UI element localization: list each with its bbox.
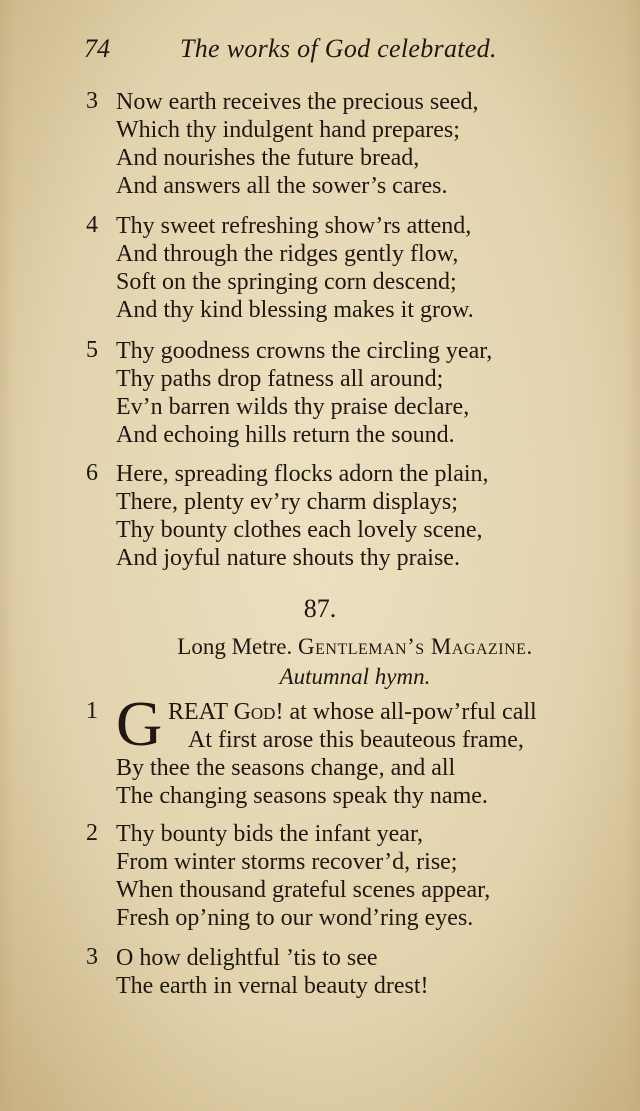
stanza-number: 4 xyxy=(86,212,98,238)
verse-line: At first arose this beauteous frame, xyxy=(188,727,524,753)
hymn-number: 87. xyxy=(303,594,337,623)
stanza xyxy=(86,212,616,324)
verse-line: Here, spreading flocks adorn the plain, xyxy=(116,461,489,487)
verse-line: Which thy indulgent hand prepares; xyxy=(116,117,460,143)
stanza-number: 5 xyxy=(86,337,98,363)
verse-line xyxy=(86,698,626,726)
verse-line: And answers all the sower’s cares. xyxy=(116,173,448,199)
verse-line: Thy bounty clothes each lovely scene, xyxy=(116,517,483,543)
verse-line: Thy bounty bids the infant year, xyxy=(116,821,423,847)
verse-line: Ev’n barren wilds thy praise declare, xyxy=(116,394,470,420)
verse-line: There, plenty ev’ry charm displays; xyxy=(116,489,458,515)
stanza-number: 3 xyxy=(86,944,98,970)
stanza xyxy=(86,337,616,449)
stanza-number: 6 xyxy=(86,460,98,486)
verse-line: And thy kind blessing makes it grow. xyxy=(116,297,474,323)
stanza xyxy=(86,820,616,932)
stanza xyxy=(86,460,616,572)
hymn-meter-source xyxy=(0,634,640,660)
stanza xyxy=(86,944,616,1000)
verse-line: The changing seasons speak thy name. xyxy=(116,783,488,809)
verse-line: By thee the seasons change, and all xyxy=(116,755,456,781)
stanza-number: 3 xyxy=(86,88,98,114)
page-header xyxy=(84,34,534,70)
running-title: The works of God celebrated. xyxy=(180,34,497,63)
hymn-meter: Long Metre. xyxy=(177,634,293,659)
verse-line: When thousand grateful scenes appear, xyxy=(116,877,491,903)
stanza xyxy=(86,88,616,200)
verse-line: Thy sweet refreshing show’rs attend, xyxy=(116,213,472,239)
stanza-number: 1 xyxy=(86,698,98,724)
verse-line: From winter storms recover’d, rise; xyxy=(116,849,458,875)
verse-line: And echoing hills return the sound. xyxy=(116,422,455,448)
verse-line: And through the ridges gently flow, xyxy=(116,241,459,267)
opening-caps: REAT God xyxy=(168,699,276,725)
verse-line: And joyful nature shouts thy praise. xyxy=(116,545,460,571)
verse-line: Now earth receives the precious seed, xyxy=(116,89,479,115)
verse-line: Thy goodness crowns the circling year, xyxy=(116,338,493,364)
verse-line: And nourishes the future bread, xyxy=(116,145,420,171)
drop-cap: G xyxy=(116,688,163,759)
stanza-with-dropcap xyxy=(86,688,626,810)
verse-line-rest: ! at whose all-pow’rful call xyxy=(275,699,537,725)
verse-line: O how delightful ’tis to see xyxy=(116,945,378,971)
verse-line: Fresh op’ning to our wond’ring eyes. xyxy=(116,905,474,931)
stanza-number: 2 xyxy=(86,820,98,846)
verse-line: Soft on the springing corn descend; xyxy=(116,269,457,295)
page-number: 74 xyxy=(84,34,110,63)
verse-line: The earth in vernal beauty drest! xyxy=(116,973,429,999)
hymn-subtitle: Autumnal hymn. xyxy=(279,664,431,689)
verse-line: Thy paths drop fatness all around; xyxy=(116,366,444,392)
hymn-source: Gentleman’s Magazine. xyxy=(298,634,533,659)
